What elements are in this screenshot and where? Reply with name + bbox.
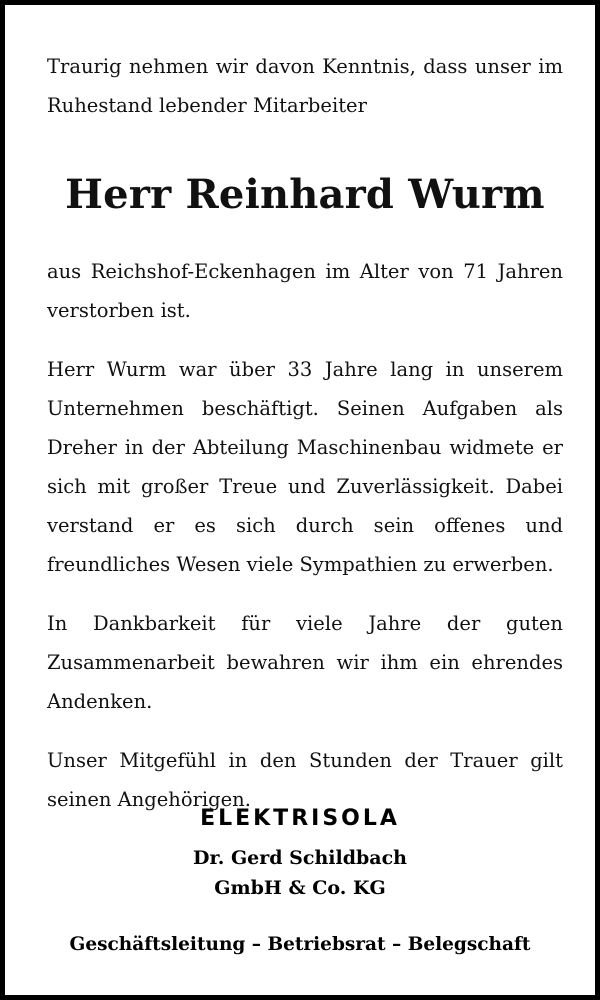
company-logo: ELEKTRISOLA [200, 806, 400, 831]
intro-paragraph: Traurig nehmen wir davon Kenntnis, dass unser im Ruhestand lebender Mitarbeiter [47, 55, 563, 117]
company-name-line2: GmbH & Co. KG [214, 877, 386, 899]
gratitude-paragraph: In Dankbarkeit für viele Jahre der guten Zusammenarbeit bewahren wir ihm ein ehrendes Andenken. [47, 612, 563, 713]
deceased-name: Herr Reinhard Wurm [65, 171, 545, 218]
company-name-line1: Dr. Gerd Schildbach [192, 847, 407, 869]
condolence-paragraph: Unser Mitgefühl in den Stunden der Trauer gilt seinen Angehörigen. [47, 749, 563, 811]
origin-paragraph: aus Reichshof-Eckenhagen im Alter von 71 Jahren verstorben ist. [47, 260, 563, 322]
signoff-line: Geschäftsleitung – Betriebsrat – Belegschaft [69, 934, 531, 955]
notice-body [47, 47, 563, 819]
career-paragraph: Herr Wurm war über 33 Jahre lang in unserem Unternehmen beschäftigt. Seinen Aufgaben als Dreher in der Abteilung Maschinenbau widmete er sich mit großer Treue und Zuverlässigkeit. Dabei verstand er es sich durch sein offenes und freundliches Wesen viele Sympathien zu erwerben. [47, 358, 563, 576]
